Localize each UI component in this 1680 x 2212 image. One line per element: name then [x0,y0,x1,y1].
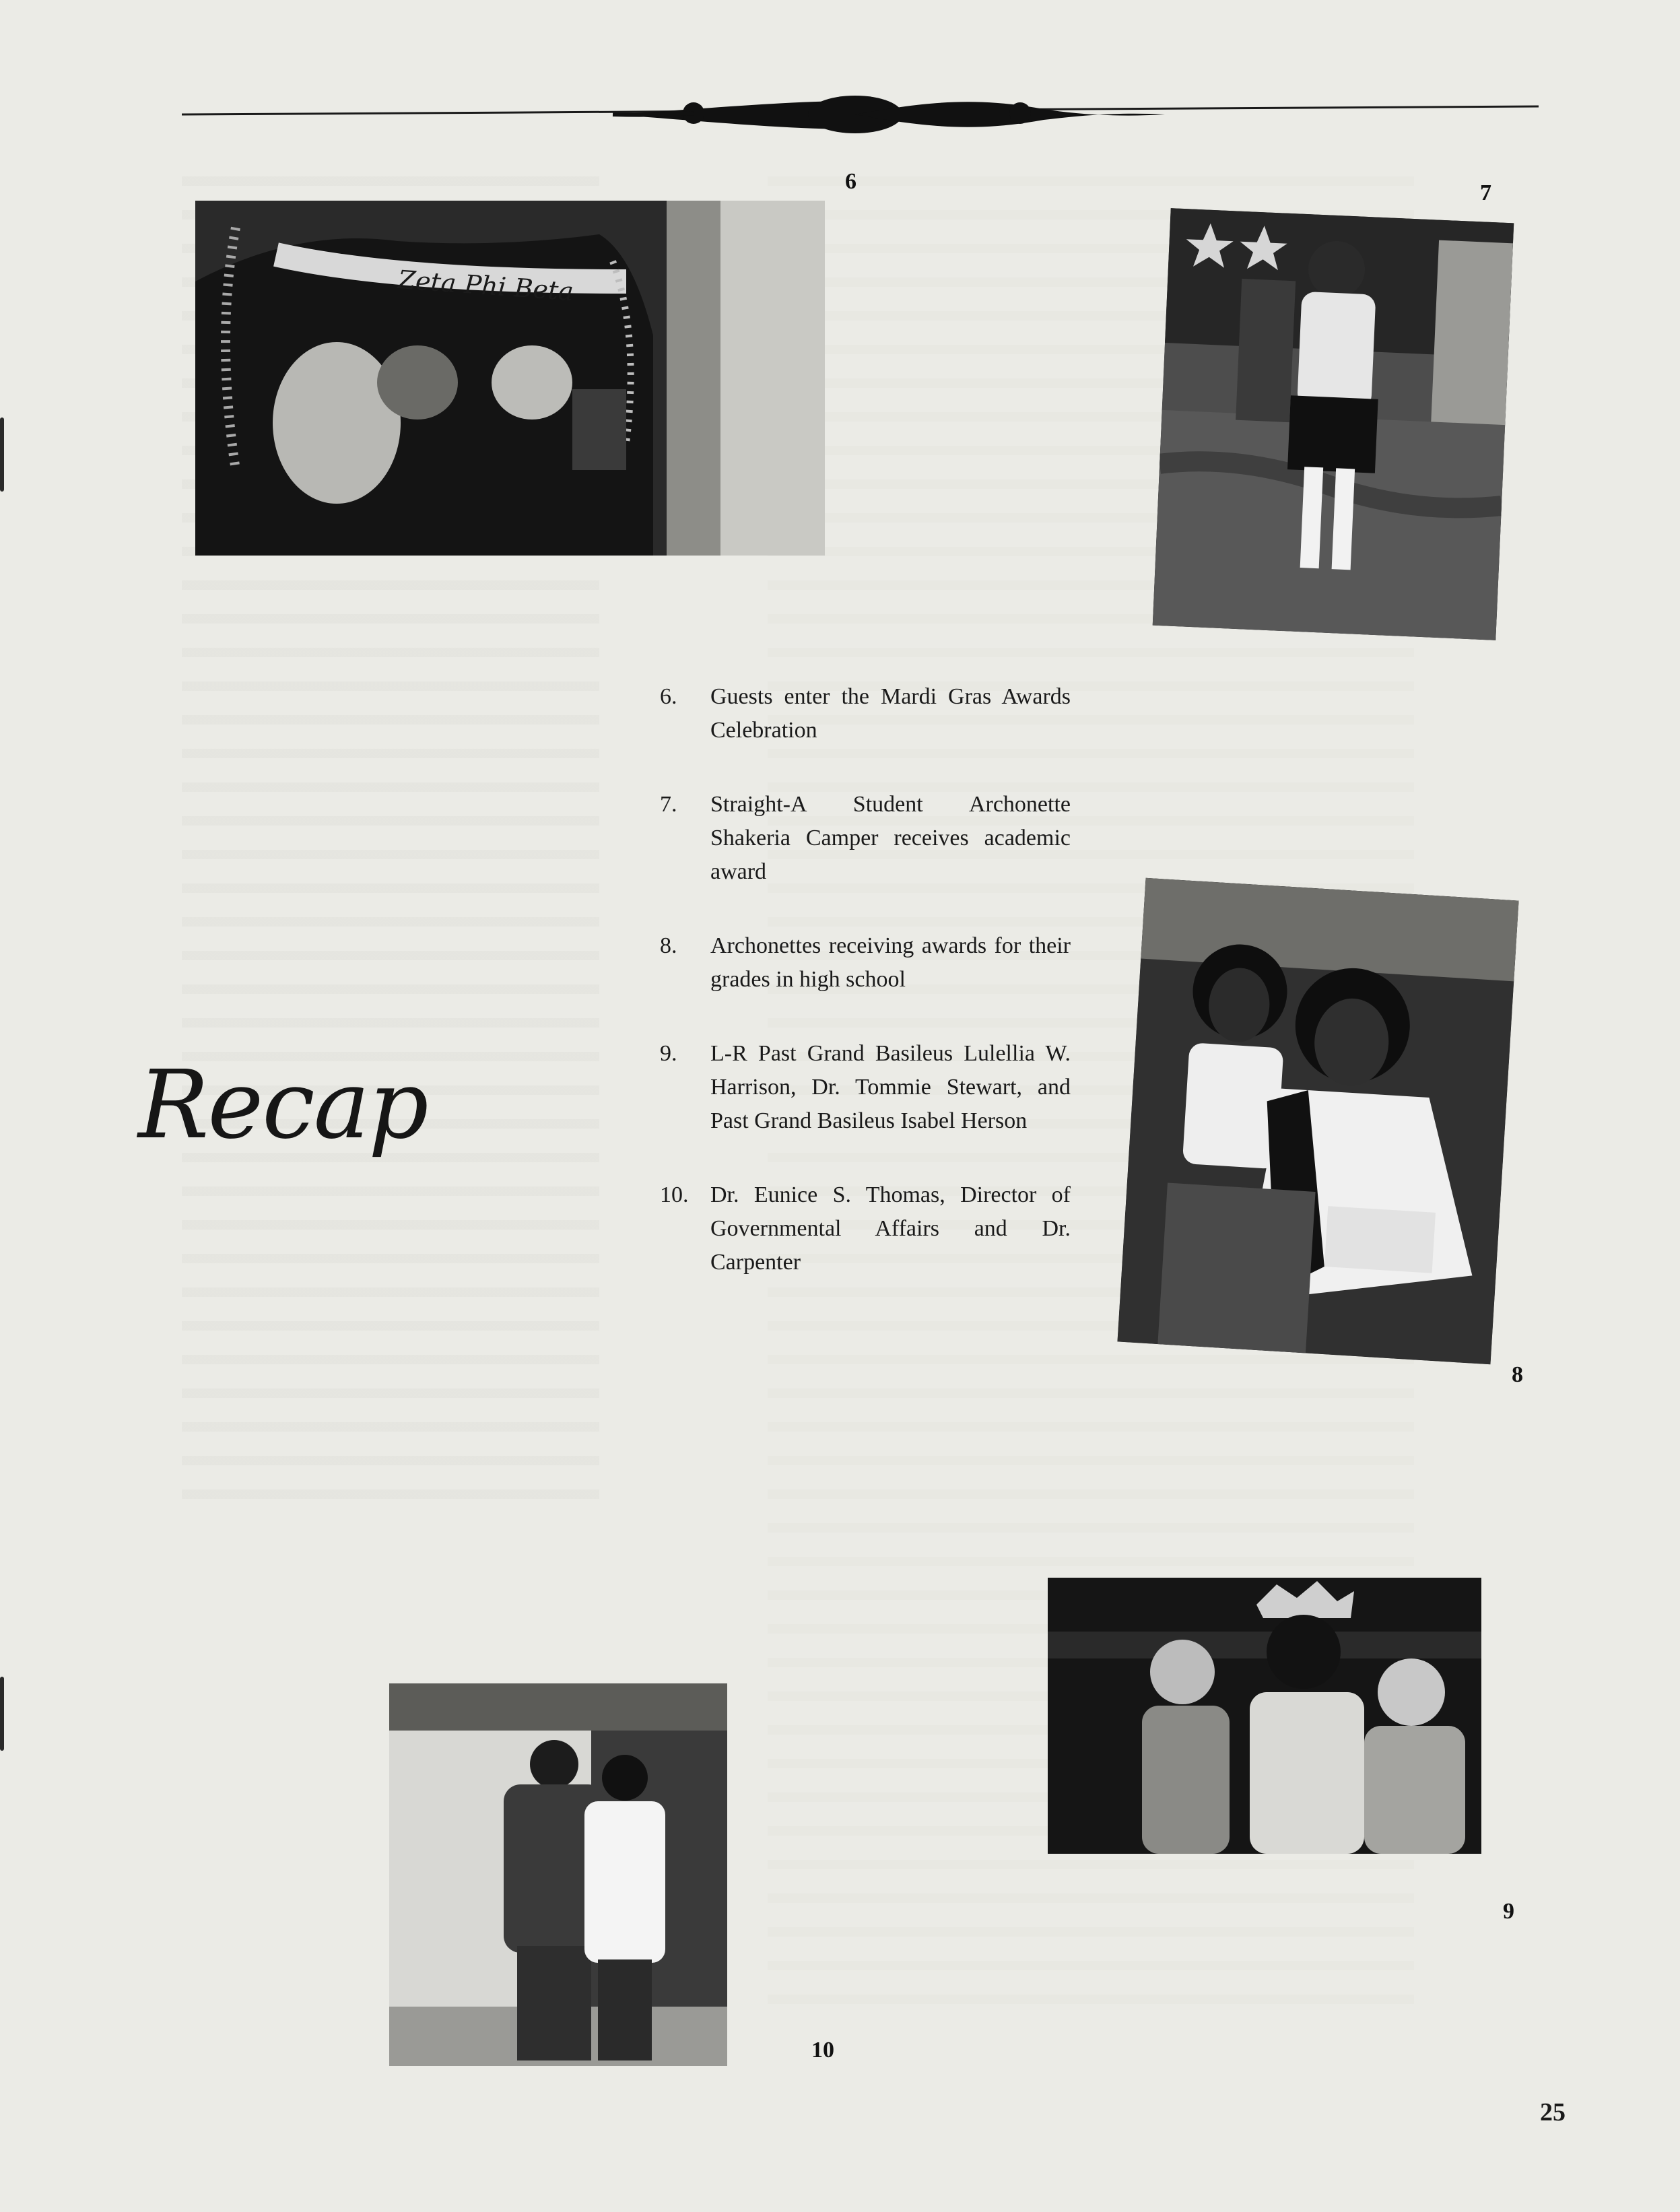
caption-6 [660,680,1071,747]
photo-number-8: 8 [1512,1362,1523,1387]
caption-text: L-R Past Grand Basileus Lulellia W. Harrison, Dr. Tommie Stewart, and Past Grand Basileus Isabel Herson [710,1041,1071,1133]
caption-text: Archonettes receiving awards for their grades in high school [710,933,1071,992]
caption-10 [660,1178,1071,1279]
caption-number: 6. [660,684,677,709]
page-number: 25 [1540,2098,1566,2126]
photo-9-past-grand-basilei [1048,1578,1481,1854]
caption-number: 7. [660,792,677,817]
caption-number: 9. [660,1041,677,1066]
caption-8 [660,929,1071,997]
photo-captions [660,680,1071,1320]
photo-6-mardi-gras-entrance [195,201,825,556]
caption-number: 10. [660,1182,689,1207]
caption-number: 8. [660,933,677,958]
caption-7 [660,788,1071,889]
binding-mark-bottom [0,1677,4,1751]
photo-number-6: 6 [845,169,856,194]
photo-number-7: 7 [1480,180,1491,205]
photo-7-archonette-award [1153,208,1514,640]
binding-mark-top [0,417,4,492]
photo-10-eunice-thomas-carpenter [389,1683,727,2066]
caption-9 [660,1037,1071,1138]
photo-number-10: 10 [811,2038,834,2063]
photo-8-archonettes-awards [1117,878,1518,1365]
photo-number-9: 9 [1503,1899,1514,1924]
banner-text: Zeta Phi Beta [397,265,575,307]
caption-text: Dr. Eunice S. Thomas, Director of Governmental Affairs and Dr. Carpenter [710,1182,1071,1275]
caption-text: Straight-A Student Archonette Shakeria Camper receives academic award [710,792,1071,884]
recap-title: Recap [138,1050,428,1160]
header-ornament [182,88,1539,141]
caption-text: Guests enter the Mardi Gras Awards Celebration [710,684,1071,743]
